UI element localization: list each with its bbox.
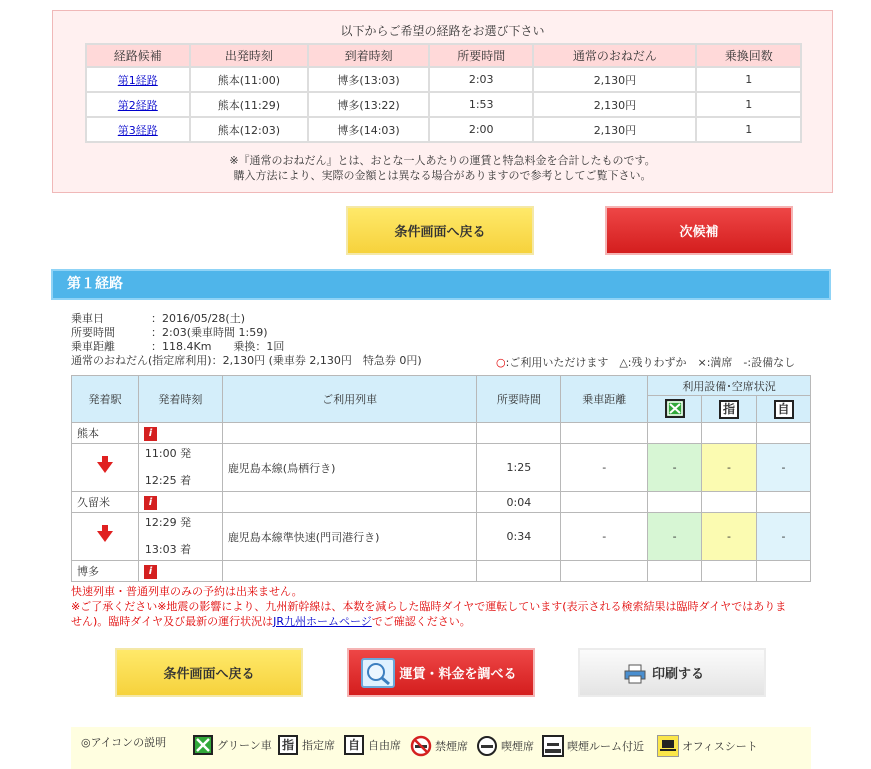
col-header: 出発時刻 <box>190 44 309 67</box>
fare-lookup-button[interactable] <box>347 648 535 697</box>
print-label: 印刷する <box>651 667 704 682</box>
table-cell: 博多(13:22) <box>308 92 429 117</box>
legend-free-label: 自由席 <box>368 739 401 752</box>
fare-note-line2: 購入方法により、実際の金額とは異なる場合がありますので参考としてご覧下さい。 <box>233 169 652 182</box>
magnifier-icon <box>361 658 395 688</box>
empty-cell <box>648 492 702 513</box>
col-header: 乗換回数 <box>696 44 801 67</box>
empty-cell <box>561 492 648 513</box>
seat-legend-text: :ご利用いただけます △:残りわずか ×:満席 -:設備なし <box>505 356 796 369</box>
table-cell: 2:00 <box>429 117 534 142</box>
next-candidate-button[interactable]: 次候補 <box>605 206 793 255</box>
back-to-conditions-bottom-button[interactable]: 条件画面へ戻る <box>115 648 303 697</box>
route-select-panel <box>52 10 833 193</box>
warning-line3-a: せん)。臨時ダイヤ及び最新の運行状況は <box>71 615 274 628</box>
free-seat-header <box>757 396 811 423</box>
fare-lookup-label: 運賃・料金を調べる <box>399 667 517 682</box>
table-cell: 1 <box>696 92 801 117</box>
empty-cell <box>757 561 811 582</box>
arrow-cell <box>72 513 139 561</box>
station-row <box>72 561 811 582</box>
route-link-2[interactable]: 第2経路 <box>117 98 158 112</box>
warning-line1: 快速列車・普通列車のみの予約は出来ません。 <box>71 585 303 598</box>
printer-icon <box>624 664 646 684</box>
legend-smoking <box>476 735 534 757</box>
empty-cell <box>702 492 757 513</box>
free-seat-icon: 自 <box>344 735 364 755</box>
col-header: 所要時間 <box>429 44 534 67</box>
legend-green <box>193 735 272 755</box>
table-cell: 熊本(11:00) <box>190 67 309 92</box>
arrow-down-icon <box>97 531 113 542</box>
facility-header: 利用設備･空席状況 <box>648 376 811 396</box>
duration-header: 所要時間 <box>477 376 561 423</box>
smoking-room-icon <box>542 735 564 757</box>
green-availability: - <box>648 444 702 492</box>
station-info-icon[interactable]: i <box>144 496 157 510</box>
route-link-cell <box>86 67 190 92</box>
empty-cell <box>757 423 811 444</box>
price-info: 通常のおねだん(指定席利用)：2,130円 (乗車券 2,130円 特急券 0円) <box>71 354 422 367</box>
ride-date <box>71 312 245 326</box>
station-info-cell <box>138 561 222 582</box>
legend-office-label: オフィスシート <box>682 740 758 753</box>
segment-row <box>72 444 811 492</box>
route-link-cell <box>86 117 190 142</box>
arrival-time: 13:03 着 <box>144 543 192 556</box>
station-name: 久留米 <box>72 492 139 513</box>
legend-free <box>344 735 401 755</box>
green-car-icon <box>193 735 213 755</box>
warning-line2: ※ご了承ください※地震の影響により、九州新幹線は、本数を減らした臨時ダイヤで運転しています(表示される検索結果は臨時ダイヤではありま <box>71 600 787 613</box>
departure-time: 11:00 発 <box>144 447 192 460</box>
segment-duration: 1:25 <box>477 444 561 492</box>
station-row <box>72 423 811 444</box>
table-cell: 2,130円 <box>533 92 696 117</box>
empty-cell <box>648 561 702 582</box>
empty-cell <box>757 492 811 513</box>
station-row <box>72 492 811 513</box>
warning-line3-b: でご確認ください。 <box>371 615 471 628</box>
empty-cell <box>222 561 477 582</box>
departure-time: 12:29 発 <box>144 516 192 529</box>
table-cell: 熊本(11:29) <box>190 92 309 117</box>
empty-cell <box>702 561 757 582</box>
empty-cell <box>561 561 648 582</box>
duration-label: 所要時間 <box>71 326 115 339</box>
fare-note-line1: ※『通常のおねだん』とは、おとな一人あたりの運賃と特急料金を合計したものです。 <box>229 154 656 167</box>
table-row <box>86 67 801 92</box>
warning-notes <box>71 584 811 629</box>
station-info-cell <box>138 492 222 513</box>
empty-cell <box>561 423 648 444</box>
legend-reserved <box>278 735 335 755</box>
green-car-header <box>648 396 702 423</box>
table-cell: 2,130円 <box>533 67 696 92</box>
table-cell: 1:53 <box>429 92 534 117</box>
arrow-cell <box>72 444 139 492</box>
col-header: 到着時刻 <box>308 44 429 67</box>
legend-nonsmoking-label: 禁煙席 <box>435 740 468 753</box>
distance-label: 乗車距離 <box>71 340 115 353</box>
route-link-3[interactable]: 第3経路 <box>117 123 158 137</box>
table-row <box>86 92 801 117</box>
empty-cell <box>477 561 561 582</box>
icon-legend <box>71 727 811 769</box>
jr-kyushu-link[interactable]: JR九州ホームページ <box>273 615 372 628</box>
segment-time <box>138 513 222 561</box>
transfer-time: 0:04 <box>477 492 561 513</box>
segment-duration: 0:34 <box>477 513 561 561</box>
ride-date-label: 乗車日 <box>71 312 104 325</box>
free-availability: - <box>757 444 811 492</box>
col-header: 経路候補 <box>86 44 190 67</box>
route-detail-table <box>71 375 811 582</box>
legend-nonsmoking <box>410 735 468 757</box>
duration-info <box>71 326 267 340</box>
station-header: 発着駅 <box>72 376 139 423</box>
office-seat-icon <box>657 735 679 757</box>
table-cell: 博多(13:03) <box>308 67 429 92</box>
available-circle-icon: ○ <box>496 356 506 369</box>
table-cell: 博多(14:03) <box>308 117 429 142</box>
table-row <box>86 117 801 142</box>
station-name: 博多 <box>72 561 139 582</box>
reserved-availability: - <box>702 513 757 561</box>
print-button[interactable] <box>578 648 766 697</box>
segment-distance: - <box>561 513 648 561</box>
empty-cell <box>222 492 477 513</box>
route-link-1[interactable]: 第1経路 <box>117 73 158 87</box>
empty-cell <box>477 423 561 444</box>
legend-reserved-label: 指定席 <box>302 739 335 752</box>
empty-cell <box>648 423 702 444</box>
reserved-seat-icon: 指 <box>278 735 298 755</box>
train-name: 鹿児島本線準快速(門司港行き) <box>222 513 477 561</box>
reserved-seat-header <box>702 396 757 423</box>
green-car-icon <box>665 399 685 418</box>
route-select-header-row <box>86 44 801 67</box>
legend-smoking-room <box>542 735 644 757</box>
col-header: 通常のおねだん <box>533 44 696 67</box>
distance-info <box>71 340 284 354</box>
empty-cell <box>702 423 757 444</box>
train-header: ご利用列車 <box>222 376 477 423</box>
route-select-table <box>85 43 802 143</box>
legend-smoking-room-label: 喫煙ルーム付近 <box>567 740 644 753</box>
free-seat-icon: 自 <box>774 400 794 419</box>
duration-value: ：2:03(乗車時間 1:59) <box>151 326 268 339</box>
station-info-cell <box>138 423 222 444</box>
no-smoking-icon <box>410 735 432 757</box>
legend-office <box>657 735 758 757</box>
table-cell: 1 <box>696 67 801 92</box>
distance-value: ：118.4Km 乗換：1回 <box>151 340 285 353</box>
detail-header-row <box>72 376 811 396</box>
station-info-icon[interactable]: i <box>144 427 157 441</box>
station-info-icon[interactable]: i <box>144 565 157 579</box>
fare-note <box>53 153 832 183</box>
reserved-availability: - <box>702 444 757 492</box>
station-name: 熊本 <box>72 423 139 444</box>
smoking-icon <box>476 735 498 757</box>
table-cell: 2:03 <box>429 67 534 92</box>
table-cell: 2,130円 <box>533 117 696 142</box>
segment-time <box>138 444 222 492</box>
empty-cell <box>222 423 477 444</box>
legend-smoking-label: 喫煙席 <box>501 740 534 753</box>
segment-distance: - <box>561 444 648 492</box>
icon-legend-title: ◎アイコンの説明 <box>81 736 167 749</box>
arrival-time: 12:25 着 <box>144 474 192 487</box>
segment-row <box>72 513 811 561</box>
back-to-conditions-button[interactable]: 条件画面へ戻る <box>346 206 534 255</box>
legend-green-label: グリーン車 <box>217 739 272 752</box>
seat-legend <box>496 354 795 370</box>
arrow-down-icon <box>97 462 113 473</box>
route-link-cell <box>86 92 190 117</box>
time-header: 発着時刻 <box>138 376 222 423</box>
reserved-seat-icon: 指 <box>719 400 739 419</box>
train-name: 鹿児島本線(鳥栖行き) <box>222 444 477 492</box>
table-cell: 1 <box>696 117 801 142</box>
route-header: 第１経路 <box>51 269 831 300</box>
distance-header: 乗車距離 <box>561 376 648 423</box>
green-availability: - <box>648 513 702 561</box>
route-select-title: 以下からご希望の経路をお選び下さい <box>340 24 545 38</box>
warning-line3 <box>71 614 811 629</box>
table-cell: 熊本(12:03) <box>190 117 309 142</box>
ride-date-value: ：2016/05/28(土) <box>151 312 245 325</box>
free-availability: - <box>757 513 811 561</box>
